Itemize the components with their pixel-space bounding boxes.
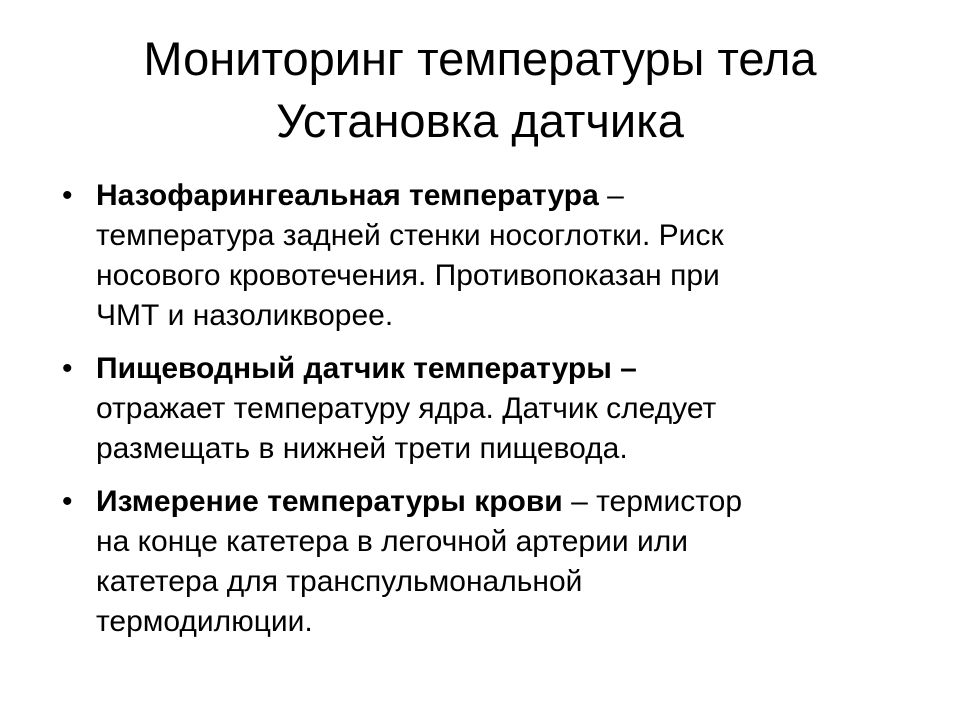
bullet-item-esophageal xyxy=(62,349,922,469)
bullet-text: – термистор xyxy=(562,485,743,518)
bullet-dot-icon: • xyxy=(62,485,73,518)
bullet-text: на конце катетера в легочной артерии или xyxy=(96,525,688,558)
bullet-text: отражает температуру ядра. Датчик следует xyxy=(96,392,717,425)
bullet-line xyxy=(96,562,922,602)
slide-title-line-2: Установка датчика xyxy=(276,94,684,147)
bullet-list xyxy=(62,176,922,655)
bullet-line xyxy=(96,482,922,522)
bullet-item-blood-temperature xyxy=(62,482,922,642)
bullet-text: размещать в нижней трети пищевода. xyxy=(96,432,628,465)
bullet-line xyxy=(96,429,922,469)
bullet-bold-text: Измерение температуры крови xyxy=(96,485,563,518)
bullet-text: катетера для транспульмональной xyxy=(96,565,583,598)
bullet-line xyxy=(96,349,922,389)
bullet-line xyxy=(96,216,922,256)
bullet-dot-icon: • xyxy=(62,179,73,212)
bullet-item-nasopharyngeal xyxy=(62,176,922,336)
bullet-text: ЧМТ и назоликворее. xyxy=(96,299,394,332)
bullet-line xyxy=(96,389,922,429)
bullet-bold-text: Пищеводный датчик температуры – xyxy=(96,352,637,385)
bullet-line xyxy=(96,296,922,336)
bullet-dot-icon: • xyxy=(62,352,73,385)
bullet-line xyxy=(96,256,922,296)
bullet-line xyxy=(96,522,922,562)
slide-title xyxy=(0,28,960,152)
bullet-text: температура задней стенки носоглотки. Риск xyxy=(96,219,724,252)
bullet-line xyxy=(96,176,922,216)
bullet-bold-text: Назофарингеальная температура xyxy=(96,179,599,212)
bullet-line xyxy=(96,602,922,642)
bullet-text: – xyxy=(598,179,624,212)
bullet-text: термодилюции. xyxy=(96,605,313,638)
slide-title-line-1: Мониторинг температуры тела xyxy=(143,32,817,85)
bullet-text: носового кровотечения. Противопоказан при xyxy=(96,259,720,292)
